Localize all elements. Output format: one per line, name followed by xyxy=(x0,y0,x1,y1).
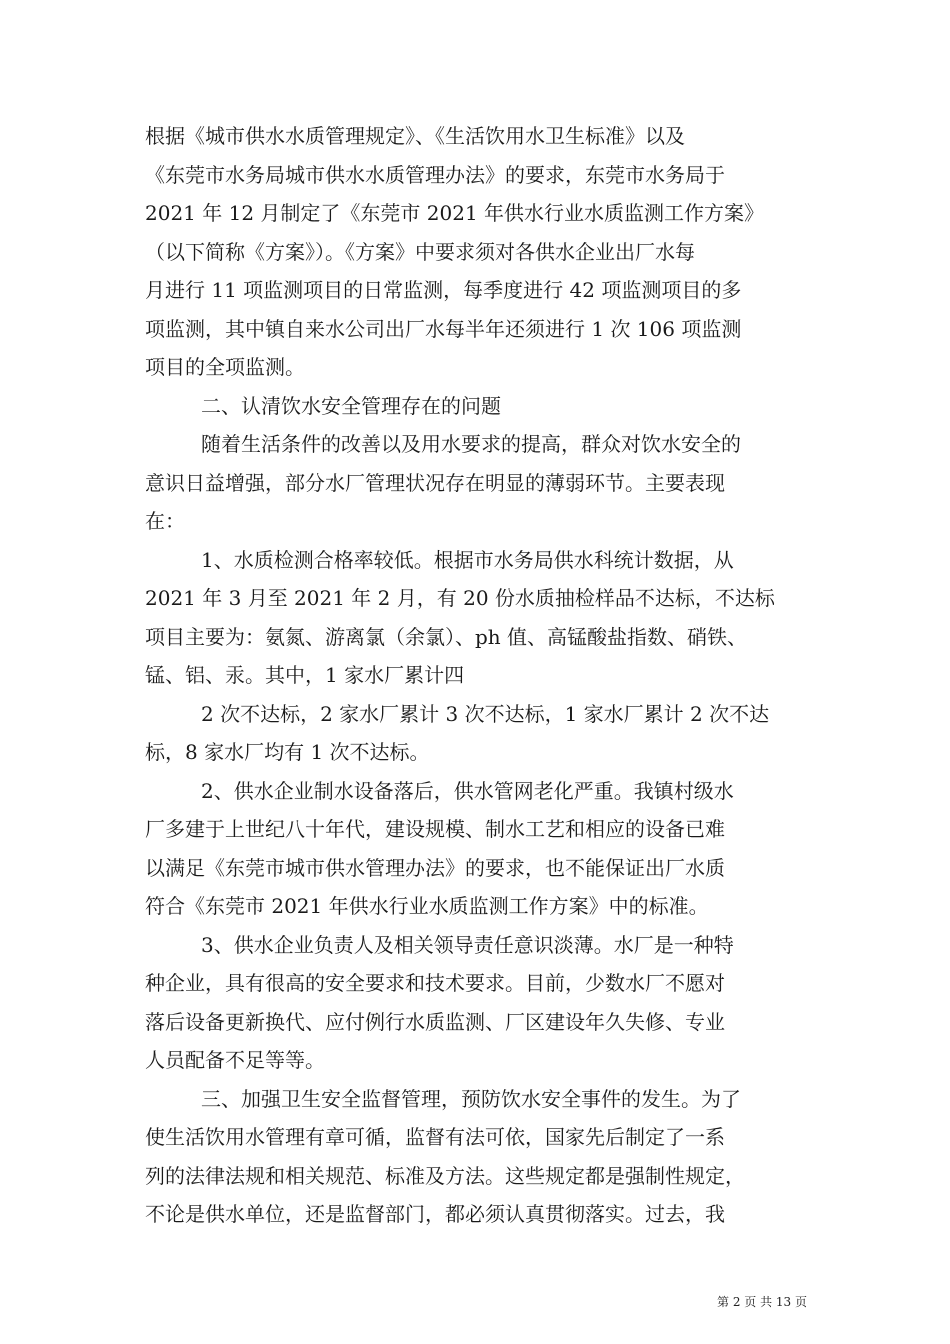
text-line: 落后设备更新换代、应付例行水质监测、厂区建设年久失修、专业 xyxy=(145,1009,725,1034)
text-line: 项目主要为：氨氮、游离氯（余氯）、ph 值、高锰酸盐指数、硝铁、 xyxy=(145,624,748,649)
text-line: 2、供水企业制水设备落后，供水管网老化严重。我镇村级水 xyxy=(201,778,734,803)
text-line: 根据《城市供水水质管理规定》、《生活饮用水卫生标准》以及 xyxy=(145,124,685,148)
text-line: 1、水质检测合格率较低。根据市水务局供水科统计数据，从 xyxy=(201,547,734,572)
text-line: 标，8 家水厂均有 1 次不达标。 xyxy=(145,740,430,764)
text-line: 在： xyxy=(145,509,185,533)
text-line: 2021 年 12 月制定了《东莞市 2021 年供水行业水质监测工作方案》 xyxy=(145,201,765,225)
text-line: 3、供水企业负责人及相关领导责任意识淡薄。水厂是一种特 xyxy=(201,932,734,957)
text-line: 厂多建于上世纪八十年代，建设规模、制水工艺和相应的设备已难 xyxy=(145,817,725,841)
intro-paragraph xyxy=(145,117,815,387)
text-line: 随着生活条件的改善以及用水要求的提高，群众对饮水安全的 xyxy=(201,432,741,456)
text-line: 项监测，其中镇自来水公司出厂水每半年还须进行 1 次 106 项监测 xyxy=(145,316,742,341)
text-line: 人员配备不足等等。 xyxy=(145,1048,325,1072)
text-line: 二、认清饮水安全管理存在的问题 xyxy=(201,393,501,418)
text-line: （以下简称《方案》）。《方案》中要求须对各供水企业出厂水每 xyxy=(145,239,695,264)
point-1 xyxy=(145,541,815,695)
text-line: 列的法律法规和相关规范、标准及方法。这些规定都是强制性规定， xyxy=(145,1163,745,1188)
section-2-intro xyxy=(145,425,815,541)
point-3 xyxy=(145,926,815,1080)
text-line: 符合《东莞市 2021 年供水行业水质监测工作方案》中的标准。 xyxy=(145,894,709,918)
text-line: 以满足《东莞市城市供水管理办法》的要求，也不能保证出厂水质 xyxy=(145,855,725,880)
text-line: 锰、铝、汞。其中，1 家水厂累计四 xyxy=(145,663,465,687)
text-line: 《东莞市水务局城市供水水质管理办法》的要求，东莞市水务局于 xyxy=(145,162,725,187)
point-2 xyxy=(145,772,815,926)
text-line: 意识日益增强，部分水厂管理状况存在明显的薄弱环节。主要表现 xyxy=(145,470,725,495)
section-heading-2 xyxy=(145,387,815,426)
document-body xyxy=(145,117,815,1234)
point-1-continued xyxy=(145,695,815,772)
text-line: 月进行 11 项监测项目的日常监测，每季度进行 42 项监测项目的多 xyxy=(145,278,742,302)
text-line: 2021 年 3 月至 2021 年 2 月，有 20 份水质抽检样品不达标，不达标 xyxy=(145,586,775,610)
page-number-footer: 第 2 页 共 13 页 xyxy=(717,1295,807,1309)
text-line: 种企业，具有很高的安全要求和技术要求。目前，少数水厂不愿对 xyxy=(145,971,725,995)
text-line: 不论是供水单位，还是监督部门，都必须认真贯彻落实。过去，我 xyxy=(145,1202,725,1226)
text-line: 项目的全项监测。 xyxy=(145,355,305,379)
text-line: 三、加强卫生安全监督管理，预防饮水安全事件的发生。为了 xyxy=(201,1086,741,1111)
text-line: 使生活饮用水管理有章可循，监督有法可依，国家先后制定了一系 xyxy=(145,1125,725,1149)
section-3 xyxy=(145,1080,815,1234)
text-line: 2 次不达标，2 家水厂累计 3 次不达标，1 家水厂累计 2 次不达 xyxy=(201,701,770,726)
